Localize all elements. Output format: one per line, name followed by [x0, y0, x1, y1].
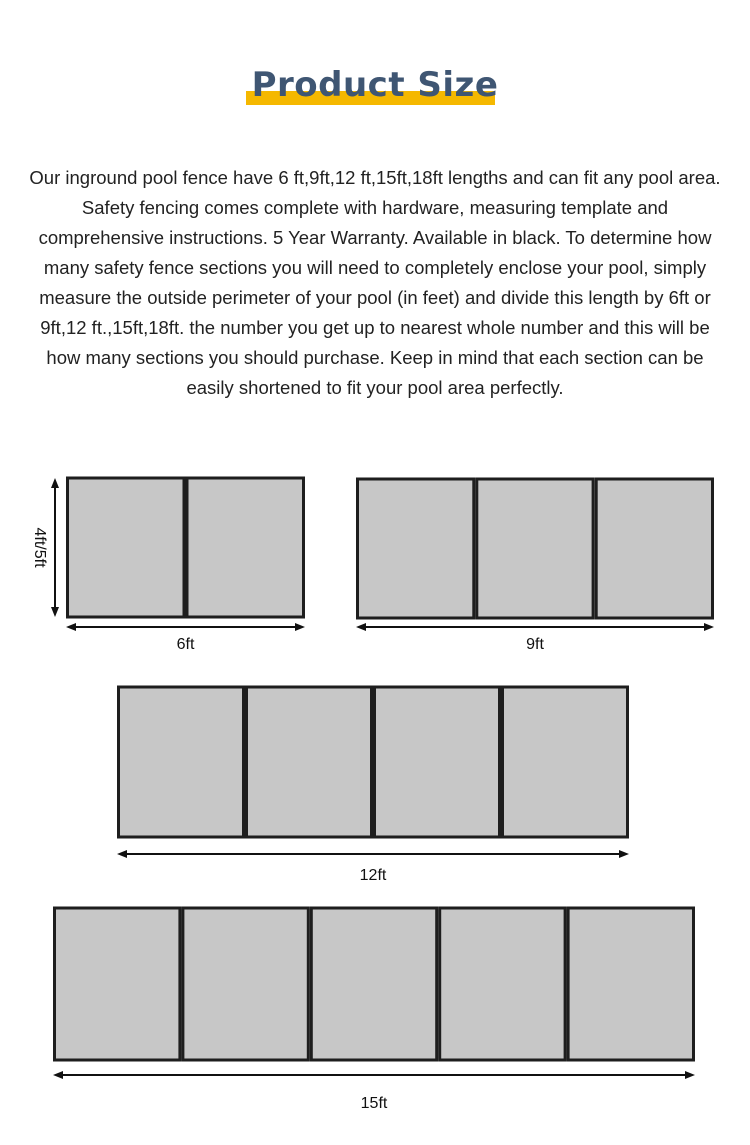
- fence-panel: [358, 479, 474, 618]
- arrow-head-left: [117, 850, 127, 858]
- arrow-head-right: [685, 1071, 695, 1079]
- page-title: Product Size: [251, 65, 499, 105]
- arrow-head-left: [356, 623, 366, 631]
- height-label: 4ft/5ft: [31, 527, 48, 568]
- fence-panel: [187, 478, 304, 617]
- fence-panel: [375, 687, 500, 837]
- fence-panel: [503, 687, 628, 837]
- arrow-head-top: [51, 478, 59, 488]
- fence-panel: [247, 687, 372, 837]
- fence-panel: [596, 479, 712, 618]
- arrow-head-right: [295, 623, 305, 631]
- fence-panel: [440, 908, 565, 1060]
- fence-panel: [477, 479, 593, 618]
- fence-panel: [183, 908, 308, 1060]
- arrow-head-bottom: [51, 607, 59, 617]
- length-label: 6ft: [176, 636, 195, 653]
- fence-panel: [55, 908, 180, 1060]
- length-label: 12ft: [359, 867, 387, 884]
- arrow-head-left: [53, 1071, 63, 1079]
- length-label: 9ft: [526, 636, 544, 653]
- fence-panel: [568, 908, 693, 1060]
- arrow-head-right: [619, 850, 629, 858]
- length-label: 15ft: [360, 1095, 388, 1112]
- product-description: Our inground pool fence have 6 ft,9ft,12 ft,15ft,18ft lengths and can fit any pool area. Safety fencing comes complete with hardware, measuring template and comprehensive instructions. 5 Year Warranty. Available in black. To determine how many safety fence sections you will need to completely enclose your pool, simply measure the outside perimeter of your pool (in feet) and divide this length by 6ft or 9ft,12 ft.,15ft,18ft. the number you get up to nearest whole number and this will be how many sections you should purchase. Keep in mind that each section can be easily shortened to fit your pool area perfectly.: [29, 167, 721, 398]
- arrow-head-left: [66, 623, 76, 631]
- fence-panel: [68, 478, 185, 617]
- fence-panel: [311, 908, 436, 1060]
- fence-panel: [119, 687, 244, 837]
- arrow-head-right: [704, 623, 714, 631]
